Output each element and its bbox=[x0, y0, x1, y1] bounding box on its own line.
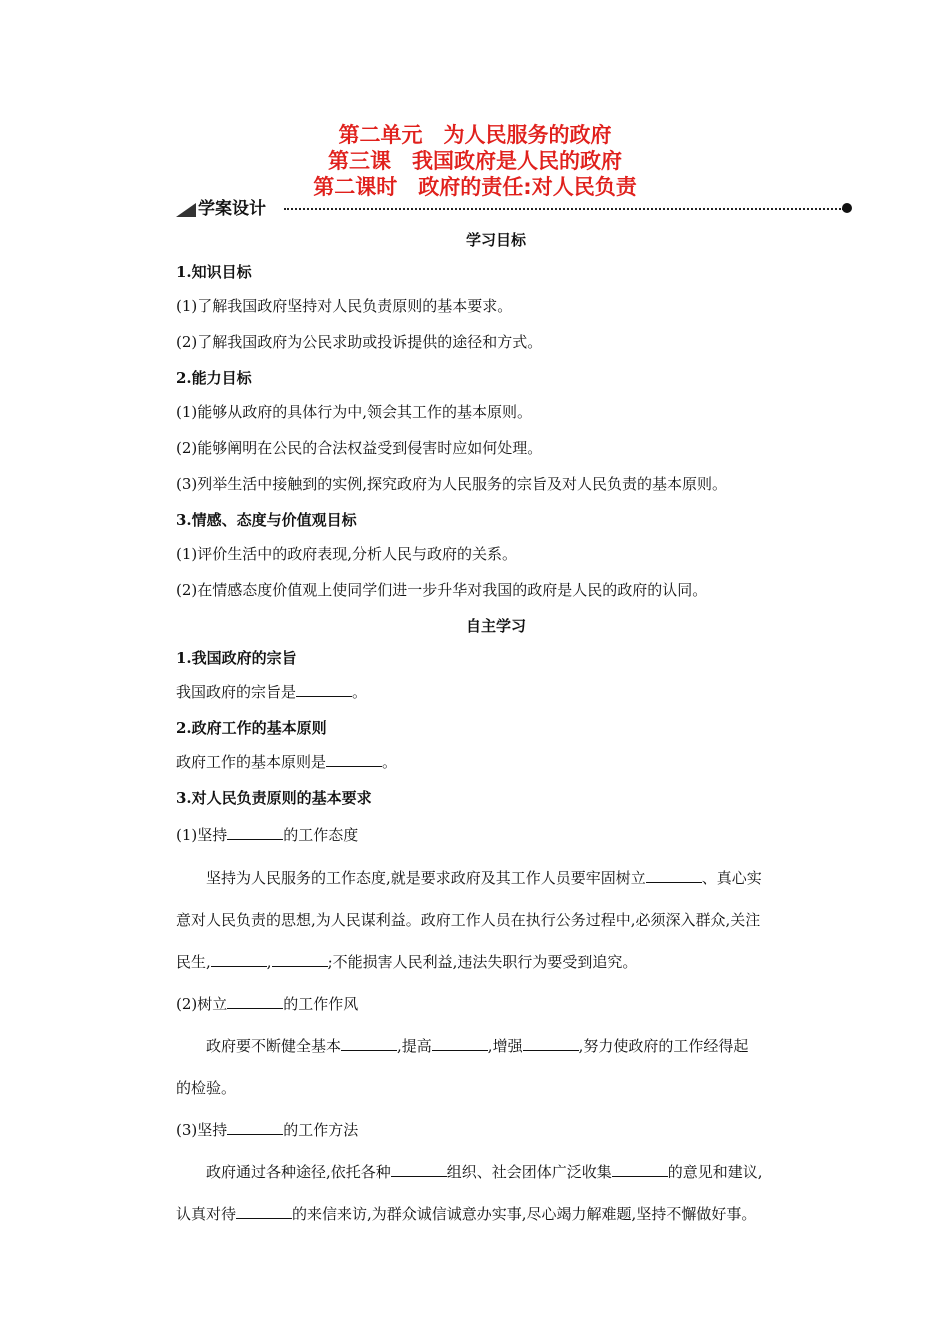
text: (2)树立 bbox=[176, 995, 228, 1013]
text: 民生, bbox=[176, 953, 211, 971]
fill-blank[interactable] bbox=[236, 1204, 292, 1219]
text: 的工作态度 bbox=[283, 826, 359, 844]
emotion-item: (1)评价生活中的政府表现,分析人民与政府的关系。 bbox=[176, 545, 518, 563]
text: (3)坚持 bbox=[176, 1121, 228, 1139]
paragraph-line bbox=[176, 941, 816, 983]
text: 的意见和建议, bbox=[667, 1163, 763, 1181]
lesson-title: 第三课 我国政府是人民的政府 bbox=[328, 149, 622, 173]
text: ,提高 bbox=[397, 1037, 432, 1055]
purpose-line bbox=[176, 681, 816, 703]
text: 政府要不断健全基本 bbox=[206, 1037, 342, 1055]
text: 的工作方法 bbox=[283, 1121, 359, 1139]
text: , bbox=[266, 953, 272, 971]
end-dot-icon bbox=[842, 203, 852, 213]
requirements-title: 3.对人民负责原则的基本要求 bbox=[176, 789, 372, 807]
banner-label: 学案设计 bbox=[198, 199, 266, 219]
text: ;不能损害人民利益,违法失职行为要受到追究。 bbox=[327, 953, 638, 971]
principle-title: 2.政府工作的基本原则 bbox=[176, 719, 327, 737]
ability-item: (2)能够阐明在公民的合法权益受到侵害时应如何处理。 bbox=[176, 439, 543, 457]
fill-blank[interactable] bbox=[227, 825, 283, 840]
knowledge-title: 1.知识目标 bbox=[176, 263, 252, 281]
text: 我国政府的宗旨是 bbox=[176, 683, 297, 701]
content bbox=[176, 226, 816, 1235]
dotted-rule bbox=[284, 208, 844, 210]
text: ,增强 bbox=[487, 1037, 523, 1055]
text: 的来信来访,为群众诚信诚意办实事,尽心竭力解难题,坚持不懈做好事。 bbox=[292, 1205, 757, 1223]
paragraph bbox=[176, 1025, 816, 1067]
ability-title: 2.能力目标 bbox=[176, 369, 252, 387]
fill-blank[interactable] bbox=[296, 682, 352, 697]
fill-blank[interactable] bbox=[341, 1036, 397, 1051]
fill-blank[interactable] bbox=[391, 1162, 447, 1177]
fill-blank[interactable] bbox=[432, 1036, 488, 1051]
knowledge-item: (1)了解我国政府坚持对人民负责原则的基本要求。 bbox=[176, 297, 513, 315]
ability-item: (3)列举生活中接触到的实例,探究政府为人民服务的宗旨及对人民负责的基本原则。 bbox=[176, 475, 728, 493]
knowledge-item: (2)了解我国政府为公民求助或投诉提供的途径和方式。 bbox=[176, 333, 543, 351]
text: 政府工作的基本原则是 bbox=[176, 753, 327, 771]
text: 政府通过各种途径,依托各种 bbox=[206, 1163, 391, 1181]
paragraph-line: 意对人民负责的思想,为人民谋利益。政府工作人员在执行公务过程中,必须深入群众,关注 bbox=[176, 911, 761, 929]
text: 。 bbox=[352, 683, 368, 701]
fill-blank[interactable] bbox=[612, 1162, 668, 1177]
triangle-icon bbox=[176, 203, 196, 217]
requirement-3 bbox=[176, 1109, 816, 1151]
fill-blank[interactable] bbox=[227, 994, 283, 1009]
period-title: 第二课时 政府的责任:对人民负责 bbox=[313, 175, 637, 199]
goals-heading: 学习目标 bbox=[465, 231, 526, 249]
text: 组织、社会团体广泛收集 bbox=[446, 1163, 612, 1181]
unit-title: 第二单元 为人民服务的政府 bbox=[338, 123, 612, 147]
principle-line bbox=[176, 751, 816, 773]
emotion-title: 3.情感、态度与价值观目标 bbox=[176, 511, 357, 529]
text: 的工作作风 bbox=[283, 995, 359, 1013]
text: 。 bbox=[382, 753, 398, 771]
text: (1)坚持 bbox=[176, 826, 228, 844]
fill-blank[interactable] bbox=[646, 868, 702, 883]
paragraph-line: 的检验。 bbox=[176, 1079, 237, 1097]
requirement-2 bbox=[176, 983, 816, 1025]
purpose-title: 1.我国政府的宗旨 bbox=[176, 649, 297, 667]
section-banner bbox=[176, 198, 860, 222]
fill-blank[interactable] bbox=[211, 952, 267, 967]
title-block bbox=[0, 122, 950, 200]
paragraph-line bbox=[176, 1193, 816, 1235]
text: 、真心实 bbox=[701, 869, 762, 887]
paragraph bbox=[176, 1151, 816, 1193]
fill-blank[interactable] bbox=[272, 952, 328, 967]
fill-blank[interactable] bbox=[523, 1036, 579, 1051]
requirement-1 bbox=[176, 821, 816, 849]
text: ,努力使政府的工作经得起 bbox=[578, 1037, 749, 1055]
paragraph bbox=[176, 857, 816, 899]
text: 认真对待 bbox=[176, 1205, 237, 1223]
fill-blank[interactable] bbox=[326, 752, 382, 767]
ability-item: (1)能够从政府的具体行为中,领会其工作的基本原则。 bbox=[176, 403, 533, 421]
fill-blank[interactable] bbox=[227, 1120, 283, 1135]
self-study-heading: 自主学习 bbox=[465, 617, 526, 635]
emotion-item: (2)在情感态度价值观上使同学们进一步升华对我国的政府是人民的政府的认同。 bbox=[176, 581, 708, 599]
text: 坚持为人民服务的工作态度,就是要求政府及其工作人员要牢固树立 bbox=[206, 869, 646, 887]
